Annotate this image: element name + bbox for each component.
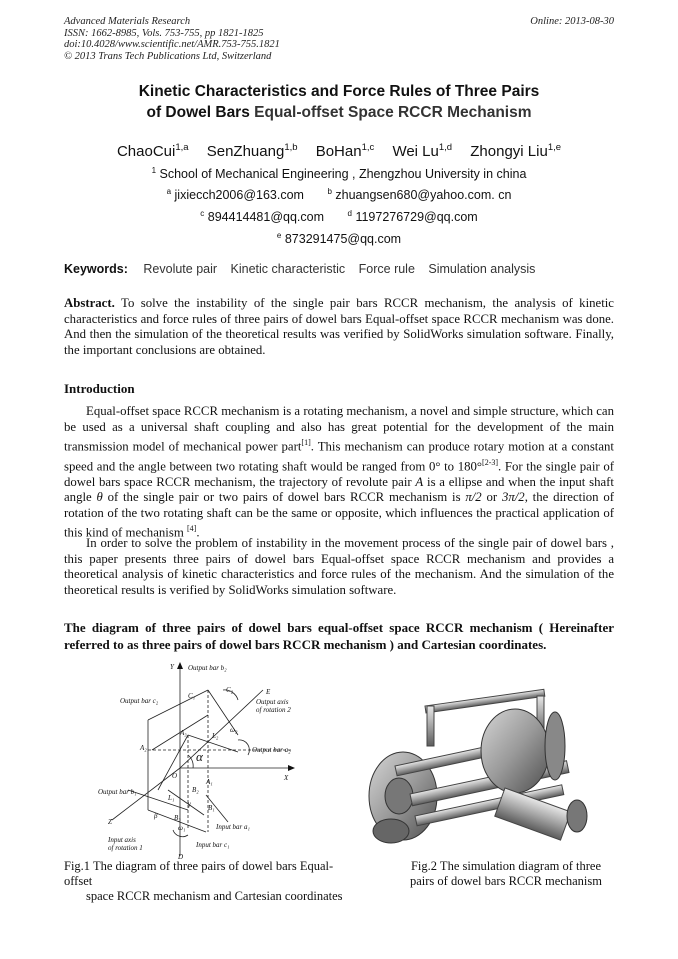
email-row-1: $^a$ jixiecch2006@163.com $^b$ zhuangsen680@yahoo.com. cn — [166, 187, 512, 203]
keyword: Force rule — [358, 262, 415, 276]
origin-label: O — [172, 772, 178, 780]
keywords-label: Keywords: — [64, 262, 128, 276]
author: Zhongyi Liu$^{1,e}$ — [470, 142, 562, 160]
svg-text:Input axis: Input axis — [108, 836, 136, 844]
svg-text:α: α — [196, 749, 203, 764]
svg-text:Output axis: Output axis — [256, 698, 289, 706]
author: BoHan$^{1,c}$ — [315, 142, 375, 160]
svg-text:L₁: L₁ — [168, 794, 175, 802]
affiliation: $^1$ School of Mechanical Engineering , Zhengzhou University in china — [151, 166, 527, 182]
figure-2-caption: Fig.2 The simulation diagram of three pairs of dowel bars RCCR mechanism — [410, 859, 602, 888]
svg-text:C₂: C₂ — [226, 686, 234, 694]
title-line-2: of Dowel Bars Equal-offset Space RCCR Mechanism — [146, 104, 532, 121]
keyword: Simulation analysis — [428, 262, 536, 276]
citation[interactable]: [2-3] — [482, 457, 499, 467]
mechanism-diagram — [88, 660, 316, 860]
svg-text:L₂: L₂ — [212, 732, 219, 740]
axis-label-x: X — [284, 774, 289, 782]
intro-paragraph-2: In order to solve the problem of instability in the movement process of the single pair of dowel bars , this paper presents three pairs of dowel bars Equal-offset space RCCR mechanism and provides a theoretical analysis of kinetic characteristics and force rules of the mechanism. And the simulation of the theoretical results is verified by SolidWorks simulation software. — [64, 536, 614, 597]
citation[interactable]: [4] — [186, 524, 197, 534]
journal-name: Advanced Materials Research — [64, 16, 191, 27]
svg-text:Output bar a₂: Output bar a₂ — [252, 746, 291, 754]
citation[interactable]: [1] — [301, 438, 311, 447]
svg-text:B₂: B₂ — [192, 786, 199, 794]
simulation-diagram — [355, 676, 615, 851]
svg-text:β: β — [154, 812, 158, 820]
abstract-text: To solve the instability of the single pair bars RCCR mechanism, the analysis of kinetic characteristics and force rules of three pairs of dowel bars Equal-offset space RCCR mechanism was done. And then the simulation of the theoretical results was verified by SolidWorks simulation software. Finally, the important conclusions are obtained. — [64, 296, 614, 357]
author: Wei Lu$^{1,d}$ — [392, 142, 453, 160]
svg-text:Input bar a₁: Input bar a₁ — [216, 823, 250, 831]
svg-text:γ: γ — [188, 800, 191, 808]
paper-title — [64, 81, 614, 123]
author: SenZhuang$^{1,b}$ — [206, 142, 298, 160]
copyright-line: © 2013 Trans Tech Publications Ltd, Switzerland — [64, 50, 272, 62]
keyword: Revolute pair — [143, 262, 218, 276]
svg-text:ω₂: ω₂ — [230, 726, 238, 734]
svg-text:C₁: C₁ — [188, 692, 196, 700]
email-row-3: $^e$ 873291475@qq.com — [276, 231, 402, 247]
axis-label-z: Z — [108, 818, 112, 826]
doi-line: doi:10.4028/www.scientific.net/AMR.753-755.1821 — [64, 39, 280, 50]
title-line-1: Kinetic Characteristics and Force Rules of Three Pairs — [138, 83, 540, 100]
issn-line: ISSN: 1662-8985, Vols. 753-755, pp 1821-1825 — [64, 27, 264, 39]
keywords — [64, 262, 624, 276]
section-heading: The diagram of three pairs of dowel bars equal-offset space RCCR mechanism ( Hereinafter referred to as three pairs of dowel bars RCCR mechanism ) and Cartesian coordinates. — [64, 620, 614, 652]
svg-text:A₁: A₁ — [206, 778, 213, 786]
author-list — [64, 138, 614, 162]
abstract-label: Abstract. — [64, 296, 115, 310]
keyword: Kinetic characteristic — [230, 262, 346, 276]
email-link[interactable]: 1197276729@qq.com — [355, 210, 478, 225]
svg-text:A₂: A₂ — [140, 744, 147, 752]
email-link[interactable]: zhuangsen680@yahoo.com. cn — [335, 188, 512, 203]
svg-text:E: E — [266, 688, 271, 696]
svg-text:Output bar b₂: Output bar b₂ — [188, 664, 227, 672]
journal-header — [64, 16, 280, 62]
intro-paragraph-1: Equal-offset space RCCR mechanism is a rotating mechanism, a novel and simple structure, which can be used as a universal shaft coupling and also has great potential for the development of the main transmission model of mechanical power part[1]. This mechanism can produce rotary motion at a constant speed and the angle between two rotating shaft would be ranged from 0° to 180°[2-3]. For the single pair of dowel bars space RCCR mechanism, the trajectory of revolute pair A is a ellipse and when the input shaft angle θ of the single pair or two pairs of dowel bars RCCR mechanism is π/2 or 3π/2, the direction of rotation of the two rotating shaft can be the same or opposite, which influences the practical application of this kind of mechanism [4]. — [64, 404, 615, 540]
svg-text:Output bar b₁: Output bar b₁ — [98, 788, 137, 796]
email-link[interactable]: 894414481@qq.com — [207, 210, 325, 225]
svg-text:D: D — [178, 853, 184, 860]
svg-text:B₃: B₃ — [174, 814, 181, 822]
author: ChaoCui$^{1,a}$ — [116, 142, 189, 160]
svg-text:of rotation 1: of rotation 1 — [108, 844, 143, 852]
online-date: Online: 2013-08-30 — [530, 16, 614, 27]
svg-text:B₁: B₁ — [208, 804, 215, 812]
email-link[interactable]: jixiecch2006@163.com — [174, 188, 304, 203]
axis-label-y: Y — [170, 663, 174, 671]
svg-text:Output bar c₂: Output bar c₂ — [120, 697, 159, 705]
email-link[interactable]: 873291475@qq.com — [284, 232, 402, 247]
svg-text:ω₁: ω₁ — [178, 824, 186, 832]
figure-1-caption: Fig.1 The diagram of three pairs of dowel bars Equal-offset space RCCR mechanism and Cartesian coordinates — [64, 859, 343, 903]
svg-text:Input bar c₁: Input bar c₁ — [196, 841, 230, 849]
abstract — [64, 296, 614, 358]
svg-text:of rotation 2: of rotation 2 — [256, 706, 291, 714]
email-row-2: $^c$ 894414481@qq.com $^d$ 1197276729@qq.com — [200, 209, 478, 225]
introduction-heading: Introduction — [64, 381, 135, 396]
svg-text:A₃: A₃ — [180, 729, 187, 737]
